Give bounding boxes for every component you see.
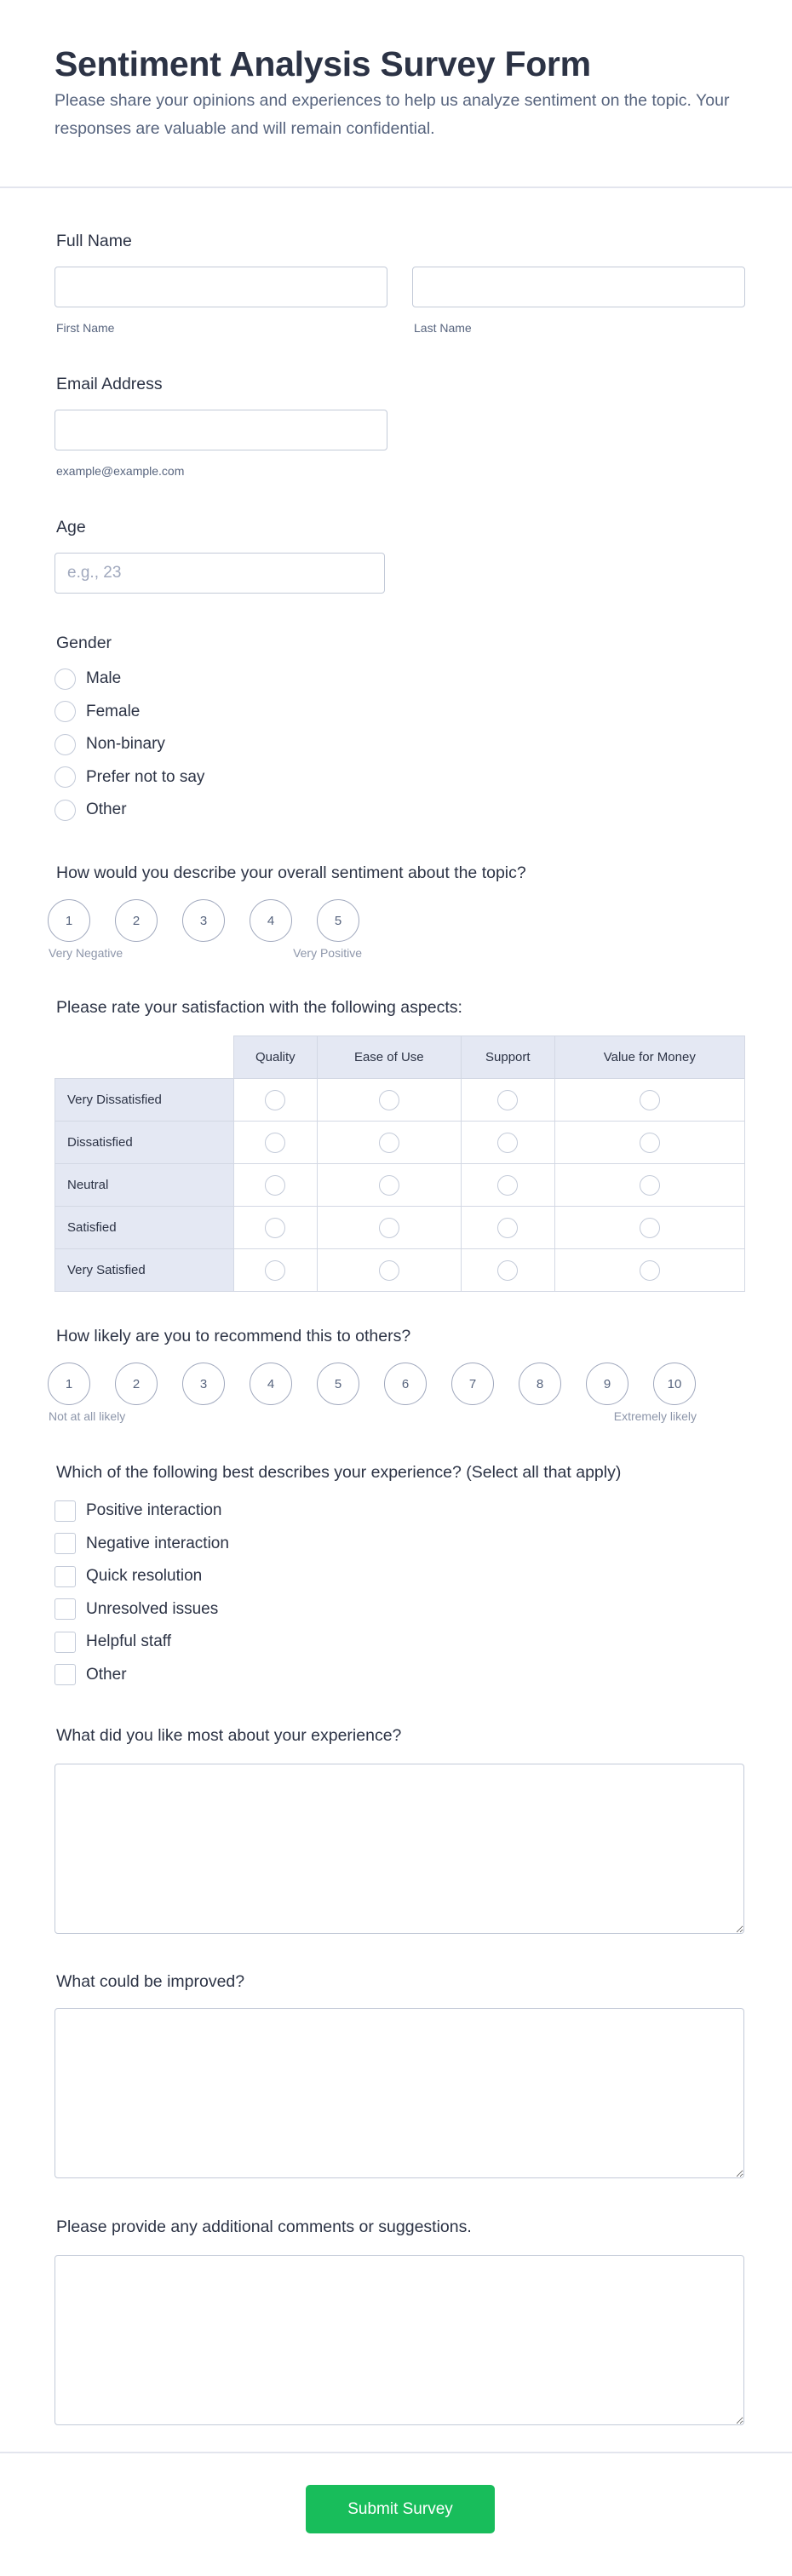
experience-option[interactable] — [55, 1631, 171, 1653]
recommend-option-10[interactable]: 10 — [653, 1363, 696, 1405]
checkbox[interactable] — [55, 1533, 76, 1554]
matrix-radio[interactable] — [265, 1218, 285, 1238]
header-divider — [0, 186, 792, 188]
recommend-low-label: Not at all likely — [49, 1409, 126, 1423]
submit-button[interactable]: Submit Survey — [306, 2485, 495, 2533]
matrix-cell — [461, 1249, 554, 1292]
matrix-radio[interactable] — [640, 1090, 660, 1110]
experience-question: Which of the following best describes your experience? (Select all that apply) — [56, 1463, 622, 1482]
page-title: Sentiment Analysis Survey Form — [55, 44, 591, 83]
matrix-radio[interactable] — [497, 1090, 518, 1110]
matrix-radio[interactable] — [640, 1133, 660, 1153]
matrix-row — [55, 1249, 745, 1292]
matrix-cell — [554, 1122, 744, 1164]
experience-option[interactable] — [55, 1500, 221, 1522]
matrix-radio[interactable] — [497, 1175, 518, 1196]
experience-option[interactable] — [55, 1565, 202, 1587]
matrix-radio[interactable] — [379, 1218, 399, 1238]
matrix-cell — [234, 1122, 318, 1164]
option-label: Positive interaction — [86, 1501, 222, 1519]
matrix-cell — [554, 1249, 744, 1292]
matrix-question: Please rate your satisfaction with the following aspects: — [56, 998, 462, 1017]
sentiment-option-1[interactable]: 1 — [48, 899, 90, 942]
option-label: Negative interaction — [86, 1534, 229, 1552]
option-label: Other — [86, 800, 127, 818]
recommend-option-1[interactable]: 1 — [48, 1363, 90, 1405]
sentiment-option-3[interactable]: 3 — [182, 899, 225, 942]
matrix-cell — [461, 1122, 554, 1164]
experience-option[interactable] — [55, 1664, 127, 1686]
matrix-column-header: Ease of Use — [317, 1036, 461, 1079]
recommend-option-6[interactable]: 6 — [384, 1363, 427, 1405]
liked-textarea[interactable] — [55, 1764, 744, 1934]
matrix-cell — [554, 1164, 744, 1207]
gender-option[interactable] — [55, 799, 127, 821]
sentiment-option-4[interactable]: 4 — [250, 899, 292, 942]
matrix-radio[interactable] — [640, 1218, 660, 1238]
radio-button[interactable] — [55, 668, 76, 690]
gender-option[interactable] — [55, 766, 204, 789]
recommend-option-2[interactable]: 2 — [115, 1363, 158, 1405]
email-input[interactable] — [55, 410, 387, 450]
email-sublabel: example@example.com — [56, 464, 185, 478]
option-label: Other — [86, 1665, 127, 1684]
improve-textarea[interactable] — [55, 2008, 744, 2178]
first-name-sublabel: First Name — [56, 321, 115, 335]
gender-label: Gender — [56, 634, 112, 652]
checkbox[interactable] — [55, 1664, 76, 1685]
sentiment-scale — [48, 899, 359, 942]
first-name-input[interactable] — [55, 267, 387, 307]
matrix-cell — [554, 1079, 744, 1122]
matrix-row-label: Very Dissatisfied — [55, 1079, 234, 1122]
matrix-cell — [554, 1207, 744, 1249]
matrix-radio[interactable] — [497, 1260, 518, 1281]
matrix-row-label: Satisfied — [55, 1207, 234, 1249]
satisfaction-matrix — [55, 1036, 745, 1292]
radio-button[interactable] — [55, 766, 76, 788]
email-label: Email Address — [56, 375, 163, 393]
sentiment-option-2[interactable]: 2 — [115, 899, 158, 942]
footer-divider — [0, 2452, 792, 2453]
sentiment-low-label: Very Negative — [49, 946, 123, 960]
matrix-cell — [317, 1122, 461, 1164]
matrix-radio[interactable] — [265, 1260, 285, 1281]
option-label: Male — [86, 669, 122, 687]
matrix-cell — [234, 1079, 318, 1122]
option-label: Quick resolution — [86, 1567, 203, 1585]
matrix-cell — [461, 1079, 554, 1122]
recommend-option-4[interactable]: 4 — [250, 1363, 292, 1405]
matrix-cell — [317, 1164, 461, 1207]
matrix-column-header: Quality — [234, 1036, 318, 1079]
checkbox[interactable] — [55, 1632, 76, 1653]
recommend-option-8[interactable]: 8 — [519, 1363, 561, 1405]
option-label: Unresolved issues — [86, 1599, 219, 1618]
matrix-radio[interactable] — [265, 1175, 285, 1196]
age-label: Age — [56, 518, 86, 536]
matrix-radio[interactable] — [379, 1133, 399, 1153]
matrix-cell — [461, 1207, 554, 1249]
matrix-cell — [461, 1164, 554, 1207]
recommend-high-label: Extremely likely — [613, 1409, 697, 1423]
option-label: Female — [86, 702, 141, 720]
option-label: Prefer not to say — [86, 767, 205, 786]
matrix-cell — [234, 1207, 318, 1249]
option-label: Non-binary — [86, 735, 165, 753]
matrix-cell — [234, 1249, 318, 1292]
matrix-cell — [317, 1249, 461, 1292]
matrix-row — [55, 1207, 745, 1249]
radio-button[interactable] — [55, 800, 76, 821]
matrix-row-label: Dissatisfied — [55, 1122, 234, 1164]
matrix-radio[interactable] — [497, 1218, 518, 1238]
last-name-input[interactable] — [412, 267, 745, 307]
matrix-radio[interactable] — [497, 1133, 518, 1153]
matrix-row — [55, 1164, 745, 1207]
matrix-radio[interactable] — [265, 1133, 285, 1153]
recommend-option-5[interactable]: 5 — [317, 1363, 359, 1405]
recommend-option-7[interactable]: 7 — [451, 1363, 494, 1405]
matrix-row-label: Very Satisfied — [55, 1249, 234, 1292]
comments-textarea[interactable] — [55, 2255, 744, 2425]
recommend-scale — [48, 1363, 696, 1405]
matrix-cell — [317, 1207, 461, 1249]
gender-option[interactable] — [55, 668, 121, 690]
checkbox[interactable] — [55, 1500, 76, 1522]
improve-question: What could be improved? — [56, 1972, 245, 1991]
experience-option[interactable] — [55, 1533, 229, 1555]
recommend-option-9[interactable]: 9 — [586, 1363, 628, 1405]
matrix-corner — [55, 1036, 234, 1079]
page-description: Please share your opinions and experiences to help us analyze sentiment on the topic. Your responses are valuable and will remain confidential. — [55, 91, 730, 138]
matrix-radio[interactable] — [640, 1175, 660, 1196]
sentiment-question: How would you describe your overall sentiment about the topic? — [56, 863, 526, 882]
matrix-column-header: Support — [461, 1036, 554, 1079]
age-input[interactable] — [55, 553, 385, 594]
matrix-cell — [234, 1164, 318, 1207]
last-name-sublabel: Last Name — [414, 321, 472, 335]
recommend-question: How likely are you to recommend this to others? — [56, 1327, 411, 1345]
matrix-radio[interactable] — [265, 1090, 285, 1110]
comments-question: Please provide any additional comments or suggestions. — [56, 2217, 472, 2236]
checkbox[interactable] — [55, 1598, 76, 1620]
matrix-row-label: Neutral — [55, 1164, 234, 1207]
matrix-radio[interactable] — [379, 1090, 399, 1110]
option-label: Helpful staff — [86, 1632, 171, 1650]
radio-button[interactable] — [55, 734, 76, 755]
gender-option[interactable] — [55, 701, 140, 723]
checkbox[interactable] — [55, 1566, 76, 1587]
matrix-row — [55, 1122, 745, 1164]
sentiment-high-label: Very Positive — [293, 946, 362, 960]
matrix-radio[interactable] — [379, 1175, 399, 1196]
matrix-radio[interactable] — [640, 1260, 660, 1281]
experience-option[interactable] — [55, 1598, 218, 1621]
matrix-column-header: Value for Money — [554, 1036, 744, 1079]
full-name-label: Full Name — [56, 232, 132, 250]
matrix-row — [55, 1079, 745, 1122]
sentiment-option-5[interactable]: 5 — [317, 899, 359, 942]
recommend-option-3[interactable]: 3 — [182, 1363, 225, 1405]
matrix-radio[interactable] — [379, 1260, 399, 1281]
liked-question: What did you like most about your experience? — [56, 1726, 402, 1745]
matrix-cell — [317, 1079, 461, 1122]
radio-button[interactable] — [55, 701, 76, 722]
gender-option[interactable] — [55, 733, 165, 755]
